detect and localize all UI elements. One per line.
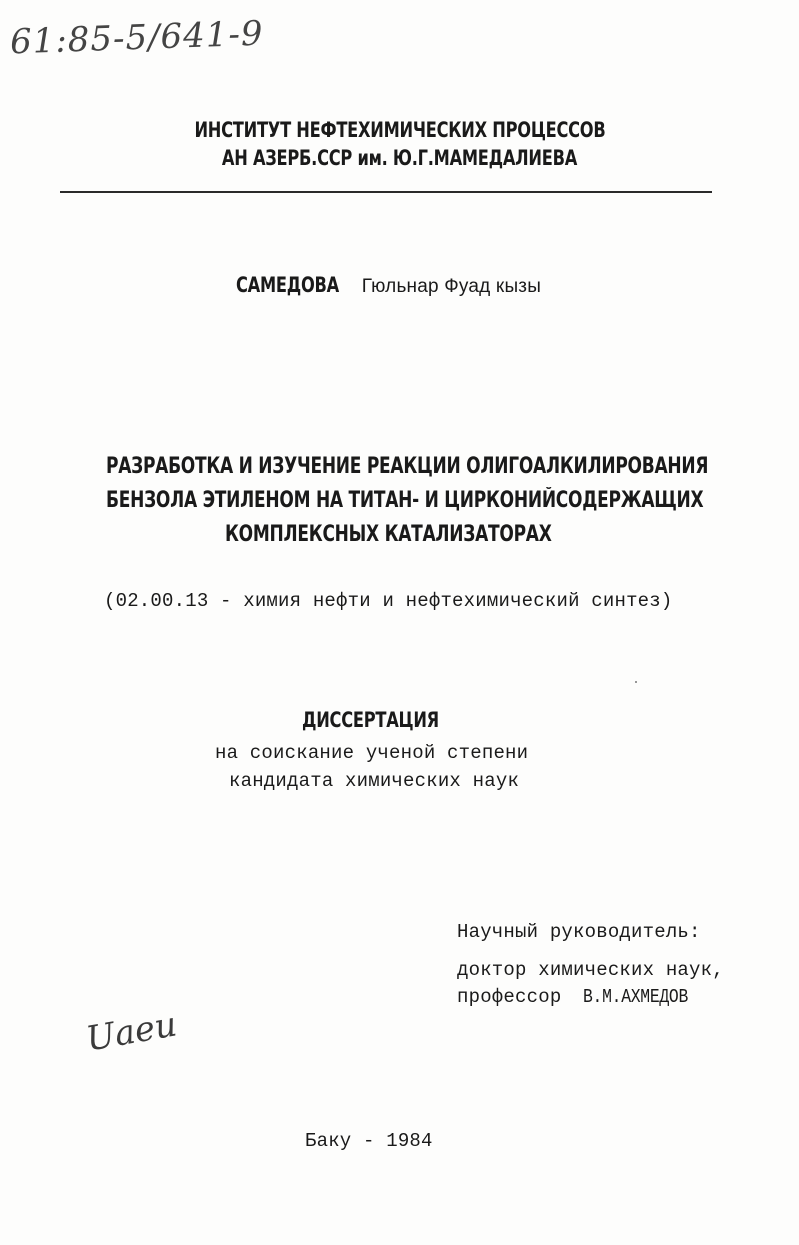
- author-surname: САМЕДОВА: [236, 273, 339, 297]
- author-given-name: Гюльнар Фуад кызы: [361, 276, 542, 297]
- degree-line-2: кандидата химических наук: [229, 770, 520, 792]
- author-name: [236, 273, 541, 298]
- archive-mark: 61:85-5/641-9: [9, 13, 265, 63]
- document-type: ДИССЕРТАЦИЯ: [302, 708, 439, 732]
- supervisor-degree: доктор химических наук,: [457, 959, 724, 981]
- degree-line-1: на соискание ученой степени: [215, 742, 529, 764]
- signature: Uaeu: [83, 1004, 180, 1060]
- supervisor-position-name: [457, 986, 706, 1008]
- header-divider: [60, 191, 712, 193]
- institute-affiliation: АН АЗЕРБ.ССР им. Ю.Г.МАМЕДАЛИЕВА: [221, 146, 578, 170]
- dissertation-title-line-1: РАЗРАБОТКА И ИЗУЧЕНИЕ РЕАКЦИИ ОЛИГОАЛКИЛИРОВАНИЯ: [106, 454, 709, 479]
- supervisor-label: Научный руководитель:: [457, 921, 701, 943]
- scan-speck: [635, 681, 637, 683]
- place-year: Баку - 1984: [305, 1130, 433, 1152]
- dissertation-title-line-3: КОМПЛЕКСНЫХ КАТАЛИЗАТОРАХ: [225, 522, 552, 547]
- supervisor-position: профессор: [457, 986, 562, 1008]
- dissertation-title-line-2: БЕНЗОЛА ЭТИЛЕНОМ НА ТИТАН- И ЦИРКОНИЙСОДЕРЖАЩИХ: [106, 488, 704, 513]
- supervisor-name: В.М.АХМЕДОВ: [583, 986, 689, 1008]
- specialty-code: (02.00.13 - химия нефти и нефтехимический синтез): [104, 590, 673, 612]
- institute-name: ИНСТИТУТ НЕФТЕХИМИЧЕСКИХ ПРОЦЕССОВ: [193, 118, 606, 142]
